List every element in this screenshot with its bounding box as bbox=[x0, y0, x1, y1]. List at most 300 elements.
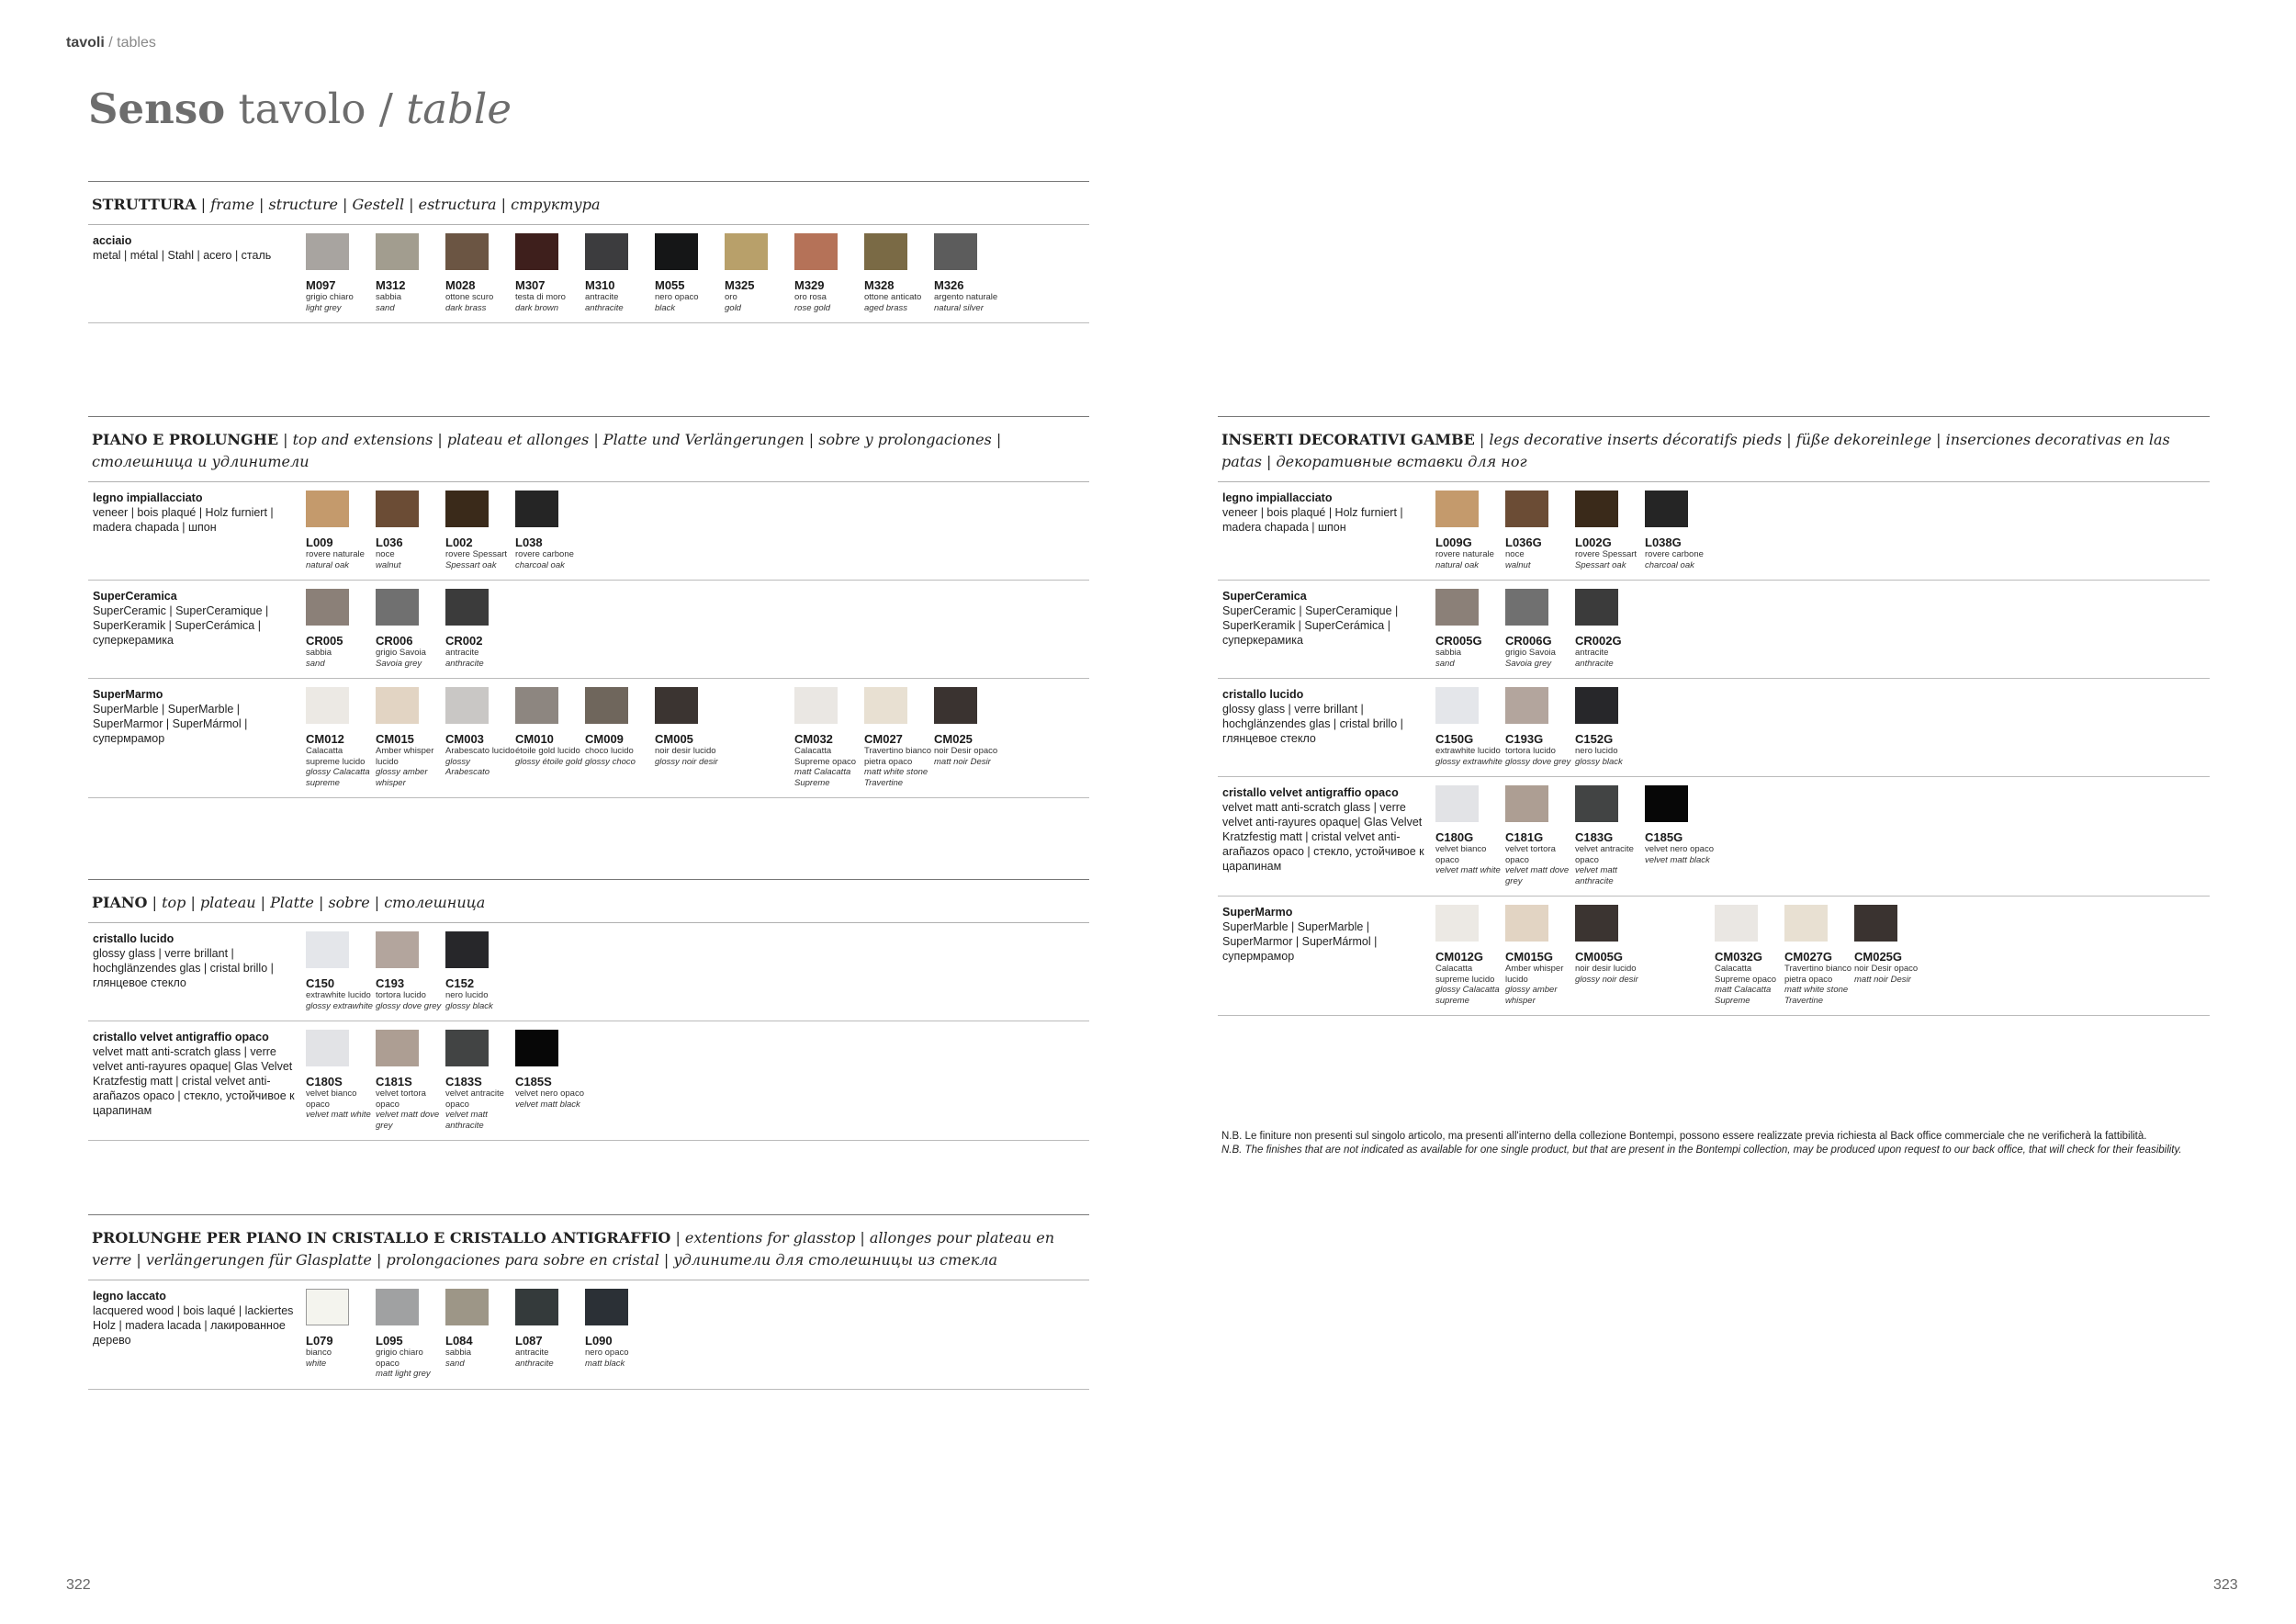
finish-name-en: velvet matt anthracite bbox=[445, 1110, 488, 1131]
color-chip bbox=[934, 687, 977, 724]
finish-swatch bbox=[1435, 905, 1505, 1006]
group-description: SuperCeramic | SuperCeramique | SuperKeramik | SuperCerámica | суперкерамика bbox=[1222, 604, 1399, 647]
finish-code: CM005 bbox=[655, 732, 693, 746]
finish-name-en: sand bbox=[376, 302, 395, 313]
finish-name-en: anthracite bbox=[445, 658, 484, 669]
finish-code: CM027 bbox=[864, 732, 903, 746]
group-title: legno impiallacciato bbox=[93, 491, 203, 504]
finish-code: C181G bbox=[1505, 830, 1544, 844]
finish-name-en: glossy black bbox=[1575, 756, 1623, 767]
color-chip bbox=[1784, 905, 1828, 942]
finish-swatch bbox=[864, 687, 934, 788]
finish-group bbox=[1218, 482, 2210, 581]
finish-swatch bbox=[445, 687, 515, 788]
separator: | bbox=[670, 1229, 685, 1246]
finish-name-en: walnut bbox=[1505, 559, 1531, 570]
group-title: cristallo velvet antigraffio opaco bbox=[93, 1031, 269, 1043]
swatch-list bbox=[1435, 905, 1924, 1006]
finish-name-en: natural oak bbox=[306, 559, 350, 570]
finish-code: C185G bbox=[1645, 830, 1683, 844]
finish-name-en: walnut bbox=[376, 559, 401, 570]
finish-code: CR006 bbox=[376, 634, 413, 648]
finish-swatch bbox=[1575, 785, 1645, 886]
color-chip bbox=[585, 1289, 628, 1325]
swatch-list bbox=[306, 687, 1004, 788]
finish-name-en: glossy dove grey bbox=[1505, 756, 1571, 767]
finish-code: CM009 bbox=[585, 732, 624, 746]
finish-name-en: charcoal oak bbox=[1645, 559, 1694, 570]
finish-code: C183S bbox=[445, 1075, 482, 1088]
title-type: tavolo / bbox=[225, 85, 407, 133]
section-translation: frame bbox=[210, 196, 254, 213]
finish-name-en: charcoal oak bbox=[515, 559, 565, 570]
page-number-left: 322 bbox=[66, 1577, 91, 1593]
finish-name-en: velvet matt black bbox=[1645, 854, 1710, 865]
finish-name-it: oro rosa bbox=[794, 292, 827, 302]
separator: | bbox=[855, 1229, 870, 1246]
finish-swatch bbox=[515, 1030, 585, 1131]
color-chip bbox=[1505, 687, 1548, 724]
finish-name-it: antracite bbox=[515, 1348, 549, 1358]
finish-group bbox=[88, 923, 1089, 1021]
finish-code: M307 bbox=[515, 278, 546, 292]
breadcrumb-sub: / tables bbox=[108, 35, 156, 51]
title-translation: table bbox=[406, 85, 512, 133]
color-chip bbox=[1505, 785, 1548, 822]
finish-swatch bbox=[1435, 687, 1505, 767]
finish-name-it: Amber whisper lucido bbox=[376, 746, 434, 767]
finish-name-en: light grey bbox=[306, 302, 342, 313]
section-struttura bbox=[88, 181, 1089, 323]
separator: | bbox=[1782, 431, 1796, 448]
finish-name-it: tortora lucido bbox=[376, 990, 426, 1000]
separator: | bbox=[196, 196, 211, 213]
color-chip bbox=[794, 687, 838, 724]
section-piano-prolunghe bbox=[88, 416, 1089, 798]
finish-name-it: argento naturale bbox=[934, 292, 998, 302]
section-name: PIANO bbox=[92, 894, 148, 911]
separator: | bbox=[589, 431, 603, 448]
finish-swatch bbox=[1505, 687, 1575, 767]
finish-name-it: testa di moro bbox=[515, 292, 566, 302]
color-chip bbox=[1575, 687, 1618, 724]
color-chip bbox=[1505, 905, 1548, 942]
finish-swatch bbox=[306, 233, 376, 313]
finish-name-it: velvet antracite opaco bbox=[1575, 844, 1634, 865]
finish-code: C193G bbox=[1505, 732, 1544, 746]
finish-code: CM012 bbox=[306, 732, 344, 746]
finish-swatch bbox=[1435, 785, 1505, 886]
color-chip bbox=[515, 1289, 558, 1325]
color-chip bbox=[445, 687, 489, 724]
color-chip bbox=[306, 589, 349, 626]
finish-swatch bbox=[1715, 905, 1784, 1006]
finish-name-it: nero opaco bbox=[655, 292, 699, 302]
finish-code: C150G bbox=[1435, 732, 1474, 746]
finish-name-it: rovere carbone bbox=[1645, 549, 1704, 559]
finish-name-en: glossy Arabescato bbox=[445, 756, 490, 777]
color-chip bbox=[1575, 785, 1618, 822]
section-header bbox=[88, 1215, 1089, 1280]
swatch-list bbox=[1435, 687, 1645, 767]
section-translation: plateau et allonges bbox=[446, 431, 590, 448]
separator: | bbox=[131, 1251, 146, 1269]
note-it: N.B. Le finiture non presenti sul singolo articolo, ma presenti all'interno della collezione Bontempi, possono essere realizzate previa richiesta al Back office commerciale che ne verificherà la fattibilità. bbox=[1221, 1131, 2147, 1142]
finishes-note bbox=[1221, 1130, 2232, 1157]
finish-group bbox=[88, 1280, 1089, 1390]
finish-code: L036 bbox=[376, 536, 403, 549]
section-translation: Platte bbox=[270, 894, 314, 911]
finish-code: CR002 bbox=[445, 634, 483, 648]
group-label bbox=[88, 491, 306, 570]
separator: | bbox=[496, 196, 512, 213]
finish-code: C152 bbox=[445, 976, 475, 990]
color-chip bbox=[725, 233, 768, 270]
finish-code: CR006G bbox=[1505, 634, 1552, 648]
finish-swatch bbox=[515, 1289, 585, 1380]
finish-name-en: natural oak bbox=[1435, 559, 1480, 570]
group-label bbox=[88, 1030, 306, 1131]
group-description: SuperMarble | SuperMarble | SuperMarmor | SuperMármol | супермрамор bbox=[1222, 920, 1378, 963]
finish-name-it: Travertino bianco pietra opaco bbox=[1784, 964, 1852, 985]
finish-name-it: tortora lucido bbox=[1505, 746, 1556, 756]
section-header bbox=[1218, 417, 2210, 482]
section-translation: extentions for glasstop bbox=[684, 1229, 856, 1246]
separator: | bbox=[1931, 431, 1946, 448]
finish-swatch bbox=[515, 491, 585, 570]
finish-code: M097 bbox=[306, 278, 336, 292]
color-chip bbox=[376, 931, 419, 968]
section-translation: top bbox=[162, 894, 186, 911]
color-chip bbox=[1645, 785, 1688, 822]
finish-code: C180G bbox=[1435, 830, 1474, 844]
color-chip bbox=[515, 233, 558, 270]
finish-name-en: velvet matt dove grey bbox=[1505, 865, 1570, 886]
finish-name-en: natural silver bbox=[934, 302, 984, 313]
separator: | bbox=[404, 196, 419, 213]
color-chip bbox=[515, 491, 558, 527]
finish-swatch bbox=[1505, 589, 1575, 669]
finish-swatch bbox=[934, 233, 1004, 313]
group-label bbox=[88, 233, 306, 313]
color-chip bbox=[306, 233, 349, 270]
finish-name-it: Arabescato lucido bbox=[445, 746, 515, 756]
finish-swatch bbox=[306, 589, 376, 669]
finish-code: L009 bbox=[306, 536, 333, 549]
finish-code: L084 bbox=[445, 1334, 473, 1348]
group-title: cristallo velvet antigraffio opaco bbox=[1222, 786, 1399, 799]
finish-group bbox=[88, 581, 1089, 679]
separator: | bbox=[1261, 453, 1277, 470]
finish-name-it: Amber whisper lucido bbox=[1505, 964, 1564, 985]
color-chip bbox=[1435, 491, 1479, 527]
finish-name-it: extrawhite lucido bbox=[306, 990, 371, 1000]
finish-name-en: velvet matt white bbox=[306, 1110, 371, 1120]
separator: | bbox=[991, 431, 1002, 448]
finish-name-it: Calacatta Supreme opaco bbox=[794, 746, 857, 767]
color-chip bbox=[1435, 589, 1479, 626]
color-chip bbox=[515, 687, 558, 724]
color-chip bbox=[1575, 905, 1618, 942]
finish-swatch bbox=[585, 1289, 655, 1380]
finish-name-en: anthracite bbox=[1575, 658, 1614, 669]
note-en: N.B. The finishes that are not indicated as available for one single product, but that are present in the Bontempi collection, may be produced upon request to our back office, that will check for their feasibility. bbox=[1221, 1145, 2182, 1156]
finish-name-en: glossy étoile gold bbox=[515, 756, 582, 767]
color-chip bbox=[934, 233, 977, 270]
section-translation: столешница и удлинители bbox=[92, 453, 310, 470]
finish-swatch bbox=[1575, 687, 1645, 767]
finish-code: L038G bbox=[1645, 536, 1682, 549]
color-chip bbox=[1505, 491, 1548, 527]
finish-name-en: black bbox=[655, 302, 676, 313]
finish-name-en: matt noir Desir bbox=[934, 756, 991, 767]
color-chip bbox=[864, 687, 907, 724]
finish-name-en: glossy extrawhite bbox=[1435, 756, 1503, 767]
finish-name-en: matt white stone Travertine bbox=[864, 767, 929, 788]
finish-name-it: velvet nero opaco bbox=[1645, 844, 1714, 854]
finish-swatch bbox=[1435, 491, 1505, 570]
finish-code: CM015G bbox=[1505, 950, 1554, 964]
finish-swatch bbox=[794, 687, 864, 788]
swatch-list bbox=[306, 589, 515, 669]
color-chip bbox=[306, 491, 349, 527]
finish-name-it: noce bbox=[376, 549, 395, 559]
color-chip bbox=[376, 1289, 419, 1325]
color-chip bbox=[1505, 589, 1548, 626]
finish-name-en: glossy choco bbox=[585, 756, 636, 767]
group-label bbox=[88, 931, 306, 1011]
finish-name-it: ottone scuro bbox=[445, 292, 494, 302]
group-label bbox=[1218, 785, 1435, 886]
color-chip bbox=[445, 233, 489, 270]
finish-name-it: velvet bianco opaco bbox=[306, 1088, 357, 1110]
separator: | bbox=[186, 894, 200, 911]
finish-swatch bbox=[515, 687, 585, 788]
finish-name-en: glossy black bbox=[445, 1000, 493, 1011]
finish-swatch bbox=[376, 687, 445, 788]
finish-swatch bbox=[306, 931, 376, 1011]
finish-name-en: dark brown bbox=[515, 302, 558, 313]
finish-swatch bbox=[515, 233, 585, 313]
finish-name-it: noir Desir opaco bbox=[1854, 964, 1919, 974]
finish-swatch bbox=[725, 233, 794, 313]
finish-name-en: glossy noir desir bbox=[655, 756, 718, 767]
color-chip bbox=[1645, 491, 1688, 527]
finish-name-en: white bbox=[306, 1358, 327, 1369]
finish-swatch bbox=[445, 931, 515, 1011]
color-chip bbox=[376, 589, 419, 626]
finish-name-it: rovere naturale bbox=[1435, 549, 1494, 559]
color-chip bbox=[655, 687, 698, 724]
finish-code: M055 bbox=[655, 278, 685, 292]
group-label bbox=[1218, 589, 1435, 669]
color-chip bbox=[515, 1030, 558, 1066]
finish-code: M329 bbox=[794, 278, 825, 292]
separator: | bbox=[337, 196, 353, 213]
separator: | bbox=[1474, 431, 1490, 448]
swatch-list bbox=[306, 931, 515, 1011]
section-prolunghe-cristallo bbox=[88, 1214, 1089, 1390]
finish-swatch bbox=[445, 1030, 515, 1131]
section-header bbox=[88, 880, 1089, 923]
finish-code: L002G bbox=[1575, 536, 1612, 549]
color-chip bbox=[306, 687, 349, 724]
swatch-spacer bbox=[725, 687, 794, 788]
finish-code: L009G bbox=[1435, 536, 1472, 549]
finish-swatch bbox=[445, 233, 515, 313]
separator: | bbox=[147, 894, 163, 911]
swatch-list bbox=[306, 491, 585, 570]
finish-name-en: gold bbox=[725, 302, 741, 313]
finish-name-en: Spessart oak bbox=[1575, 559, 1626, 570]
finish-group bbox=[1218, 679, 2210, 777]
finish-code: C193 bbox=[376, 976, 405, 990]
swatch-list bbox=[306, 1030, 585, 1131]
finish-name-it: Calacatta Supreme opaco bbox=[1715, 964, 1777, 985]
finish-name-en: matt Calacatta Supreme bbox=[1715, 985, 1772, 1006]
finish-name-en: velvet matt anthracite bbox=[1575, 865, 1617, 886]
finish-name-it: grigio chiaro bbox=[306, 292, 354, 302]
finish-name-en: glossy dove grey bbox=[376, 1000, 442, 1011]
finish-name-it: antracite bbox=[585, 292, 619, 302]
swatch-list bbox=[306, 233, 1004, 313]
breadcrumb-category: tavoli bbox=[66, 35, 105, 51]
finish-name-it: grigio Savoia bbox=[376, 648, 426, 658]
finish-name-en: matt Calacatta Supreme bbox=[794, 767, 851, 788]
finish-swatch bbox=[306, 1030, 376, 1131]
finish-group bbox=[1218, 777, 2210, 897]
section-translation: sobre bbox=[328, 894, 370, 911]
finish-code: M325 bbox=[725, 278, 755, 292]
finish-swatch bbox=[585, 233, 655, 313]
finish-name-it: velvet nero opaco bbox=[515, 1088, 584, 1099]
finish-name-en: glossy amber whisper bbox=[376, 767, 428, 788]
finish-name-en: Spessart oak bbox=[445, 559, 497, 570]
breadcrumb bbox=[66, 35, 156, 51]
finish-name-it: grigio chiaro opaco bbox=[376, 1348, 423, 1369]
page-title bbox=[88, 85, 512, 133]
finish-swatch bbox=[376, 589, 445, 669]
finish-name-it: noir desir lucido bbox=[655, 746, 716, 756]
color-chip bbox=[1435, 785, 1479, 822]
finish-name-it: Travertino bianco pietra opaco bbox=[864, 746, 932, 767]
color-chip bbox=[445, 1030, 489, 1066]
section-translation: legs decorative inserts décoratifs pieds bbox=[1489, 431, 1783, 448]
group-title: SuperCeramica bbox=[93, 590, 177, 603]
finish-code: CR002G bbox=[1575, 634, 1622, 648]
finish-name-en: velvet matt white bbox=[1435, 865, 1501, 875]
color-chip bbox=[1435, 905, 1479, 942]
swatch-list bbox=[1435, 785, 1715, 886]
group-description: metal | métal | Stahl | acero | сталь bbox=[93, 249, 272, 262]
finish-code: CM015 bbox=[376, 732, 414, 746]
group-label bbox=[88, 687, 306, 788]
color-chip bbox=[306, 931, 349, 968]
swatch-list bbox=[1435, 589, 1645, 669]
finish-name-it: étoile gold lucido bbox=[515, 746, 580, 756]
finish-code: CM012G bbox=[1435, 950, 1484, 964]
group-description: velvet matt anti-scratch glass | verre velvet anti-rayures opaque| Glas Velvet Kratzfestig matt | cristal velvet anti-arañazos opaco | стекло, устойчивое к царапинам bbox=[93, 1045, 295, 1117]
finish-code: L090 bbox=[585, 1334, 613, 1348]
finish-name-it: antracite bbox=[1575, 648, 1609, 658]
finish-name-it: sabbia bbox=[306, 648, 332, 658]
finish-code: CR005G bbox=[1435, 634, 1482, 648]
color-chip bbox=[864, 233, 907, 270]
finish-name-it: ottone anticato bbox=[864, 292, 922, 302]
finish-swatch bbox=[376, 1030, 445, 1131]
section-header bbox=[88, 417, 1089, 482]
finish-swatch bbox=[1575, 491, 1645, 570]
finish-swatch bbox=[1505, 785, 1575, 886]
finish-name-en: velvet matt black bbox=[515, 1099, 580, 1110]
color-chip bbox=[376, 1030, 419, 1066]
finish-swatch bbox=[445, 1289, 515, 1380]
finish-name-it: rovere Spessart bbox=[445, 549, 508, 559]
finish-swatch bbox=[1435, 589, 1505, 669]
group-title: legno impiallacciato bbox=[1222, 491, 1333, 504]
section-name: STRUTTURA bbox=[92, 196, 197, 213]
finish-name-it: bianco bbox=[306, 1348, 332, 1358]
finish-name-it: velvet tortora opaco bbox=[376, 1088, 426, 1110]
swatch-spacer bbox=[1645, 905, 1715, 1006]
finish-code: CM005G bbox=[1575, 950, 1624, 964]
group-description: veneer | bois plaqué | Holz furniert | madera chapada | шпон bbox=[93, 506, 274, 534]
finish-name-it: rovere naturale bbox=[306, 549, 365, 559]
color-chip bbox=[1575, 589, 1618, 626]
finish-name-it: sabbia bbox=[376, 292, 401, 302]
color-chip bbox=[376, 687, 419, 724]
color-chip bbox=[794, 233, 838, 270]
finish-code: L087 bbox=[515, 1334, 543, 1348]
finish-swatch bbox=[864, 233, 934, 313]
group-title: cristallo lucido bbox=[1222, 688, 1304, 701]
finish-name-en: dark brass bbox=[445, 302, 487, 313]
finish-name-it: grigio Savoia bbox=[1505, 648, 1556, 658]
finish-name-it: velvet bianco opaco bbox=[1435, 844, 1487, 865]
section-name: PROLUNGHE PER PIANO IN CRISTALLO E CRISTALLO ANTIGRAFFIO bbox=[92, 1229, 671, 1246]
color-chip bbox=[445, 589, 489, 626]
finish-swatch bbox=[1575, 589, 1645, 669]
finish-name-en: sand bbox=[306, 658, 325, 669]
finish-swatch bbox=[306, 1289, 376, 1380]
section-translation: structure bbox=[268, 196, 338, 213]
finish-name-it: nero lucido bbox=[1575, 746, 1618, 756]
finish-swatch bbox=[655, 233, 725, 313]
separator: | bbox=[371, 1251, 387, 1269]
finish-name-it: sabbia bbox=[445, 1348, 471, 1358]
finish-code: CR005 bbox=[306, 634, 343, 648]
color-chip bbox=[445, 931, 489, 968]
group-title: SuperCeramica bbox=[1222, 590, 1307, 603]
section-header bbox=[88, 182, 1089, 225]
group-label bbox=[1218, 905, 1435, 1006]
section-translation: plateau bbox=[199, 894, 256, 911]
finish-name-en: matt white stone Travertine bbox=[1784, 985, 1849, 1006]
finish-swatch bbox=[376, 491, 445, 570]
separator: | bbox=[313, 894, 329, 911]
finish-code: L038 bbox=[515, 536, 543, 549]
color-chip bbox=[1435, 687, 1479, 724]
finish-name-en: sand bbox=[445, 1358, 465, 1369]
finish-name-en: matt light grey bbox=[376, 1369, 431, 1379]
finish-name-it: rovere Spessart bbox=[1575, 549, 1638, 559]
group-title: acciaio bbox=[93, 234, 132, 247]
section-translation: inserciones decorativas en las patas bbox=[1221, 431, 2170, 470]
color-chip bbox=[1854, 905, 1897, 942]
finish-swatch bbox=[306, 491, 376, 570]
finish-swatch bbox=[445, 589, 515, 669]
finish-name-en: matt noir Desir bbox=[1854, 974, 1911, 985]
